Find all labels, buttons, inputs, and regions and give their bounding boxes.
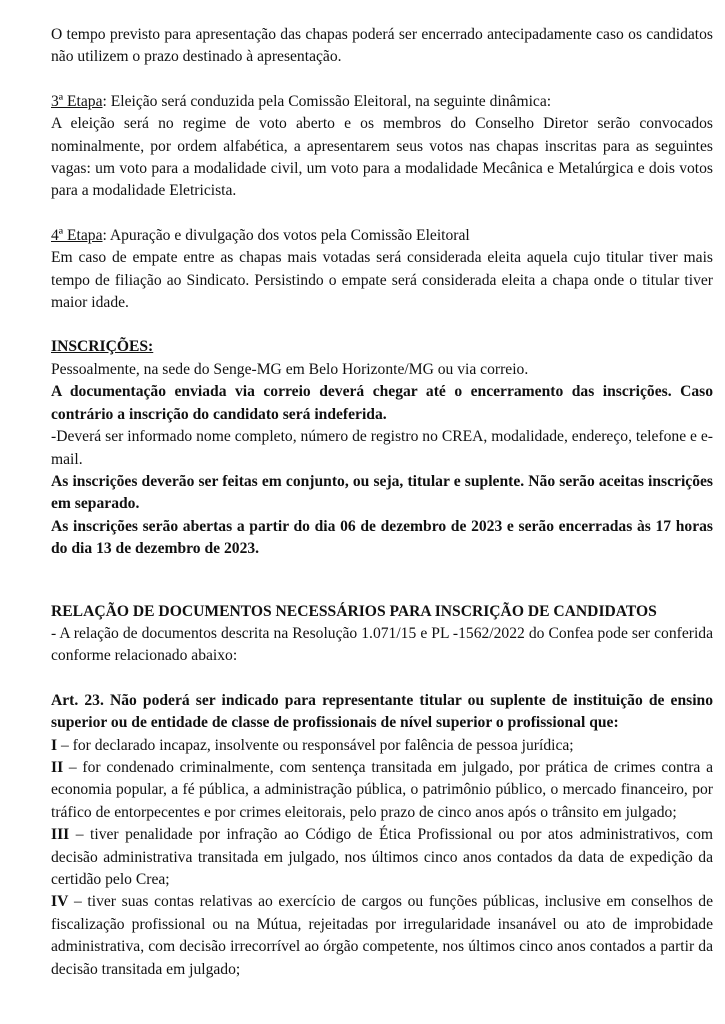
inscricoes-conjunto: As inscrições deverão ser feitas em conjunto, ou seja, titular e suplente. Não serão aceitas inscrições em separado. xyxy=(51,472,713,513)
art23-item xyxy=(51,891,713,981)
item-number: IV xyxy=(51,893,69,911)
etapa3-label: 3ª Etapa xyxy=(51,92,103,110)
etapa4-heading-rest: : Apuração e divulgação dos votos pela Comissão Eleitoral xyxy=(102,226,470,244)
etapa4-heading xyxy=(51,225,713,247)
paragraph-prazo-chapas: O tempo previsto para apresentação das chapas poderá ser encerrado antecipadamente caso os candidatos não utilizem o prazo destinado à apresentação. xyxy=(51,26,713,66)
etapa3-heading-rest: : Eleição será conduzida pela Comissão Eleitoral, na seguinte dinâmica: xyxy=(102,92,552,110)
inscricoes-informacoes: -Deverá ser informado nome completo, número de registro no CREA, modalidade, endereço, telefone e e-mail. xyxy=(51,428,713,468)
inscricoes-datas: As inscrições serão abertas a partir do dia 06 de dezembro de 2023 e serão encerradas às 17 horas do dia 13 de dezembro de 2023. xyxy=(51,517,713,558)
item-text: – tiver penalidade por infração ao Código de Ética Profissional ou por atos administrativos, com decisão administrativa transitada em julgado, nos últimos cinco anos contados da data de expedição da certidão pelo Crea; xyxy=(51,826,713,888)
inscricoes-title: INSCRIÇÕES: xyxy=(51,338,154,356)
inscricoes-correio: A documentação enviada via correio deverá chegar até o encerramento das inscrições. Caso contrário a inscrição do candidato será indeferida. xyxy=(51,383,713,423)
art23-item xyxy=(51,735,713,757)
relacao-title: RELAÇÃO DE DOCUMENTOS NECESSÁRIOS PARA INSCRIÇÃO DE CANDIDATOS xyxy=(51,602,657,620)
item-number: II xyxy=(51,758,64,776)
inscricoes-modo: Pessoalmente, na sede do Senge-MG em Belo Horizonte/MG ou via correio. xyxy=(51,360,529,378)
etapa4-text: Em caso de empate entre as chapas mais votadas será considerada eleita aquela cujo titular tiver mais tempo de filiação ao Sindicato. Persistindo o empate será considerada eleita a chapa onde o titular tiver maior idade. xyxy=(51,249,713,312)
etapa3-text: A eleição será no regime de voto aberto e os membros do Conselho Diretor serão convocados nominalmente, por ordem alfabética, a apresentarem seus votos nas chapas inscritas para as seguintes vagas: um voto para a modalidade civil, um voto para a modalidade Mecânica e Metalúrgica e dois votos para a modalidade Eletricista. xyxy=(51,115,713,200)
etapa4-label: 4ª Etapa xyxy=(51,226,103,244)
item-number: I xyxy=(51,736,58,754)
relacao-text: - A relação de documentos descrita na Resolução 1.071/15 e PL -1562/2022 do Confea pode ser conferida conforme relacionado abaixo: xyxy=(51,624,713,665)
item-text: – for declarado incapaz, insolvente ou responsável por falência de pessoa jurídica; xyxy=(57,736,574,754)
art23-item xyxy=(51,757,713,824)
document-page xyxy=(51,24,713,981)
etapa3-heading xyxy=(51,91,713,113)
art23-heading: Art. 23. Não poderá ser indicado para representante titular ou suplente de instituição de ensino superior ou de entidade de classe de profissionais de nível superior o profissional que: xyxy=(51,691,713,732)
item-text: – tiver suas contas relativas ao exercício de cargos ou funções públicas, inclusive em conselhos de fiscalização profissional ou na Mútua, rejeitadas por irregularidade insanável ou ato de improbidade administrativa, com decisão irrecorrível ao órgão competente, nos últimos cinco anos contados a partir da decisão transitada em julgado; xyxy=(51,893,713,978)
item-text: – for condenado criminalmente, com sentença transitada em julgado, por prática de crimes contra a economia popular, a fé pública, a administração pública, o patrimônio público, o mercado financeiro, por tráfico de entorpecentes e por crimes eleitorais, pelo prazo de cinco anos após o trânsito em julgado; xyxy=(51,758,713,821)
art23-item xyxy=(51,824,713,891)
item-number: III xyxy=(51,826,70,844)
